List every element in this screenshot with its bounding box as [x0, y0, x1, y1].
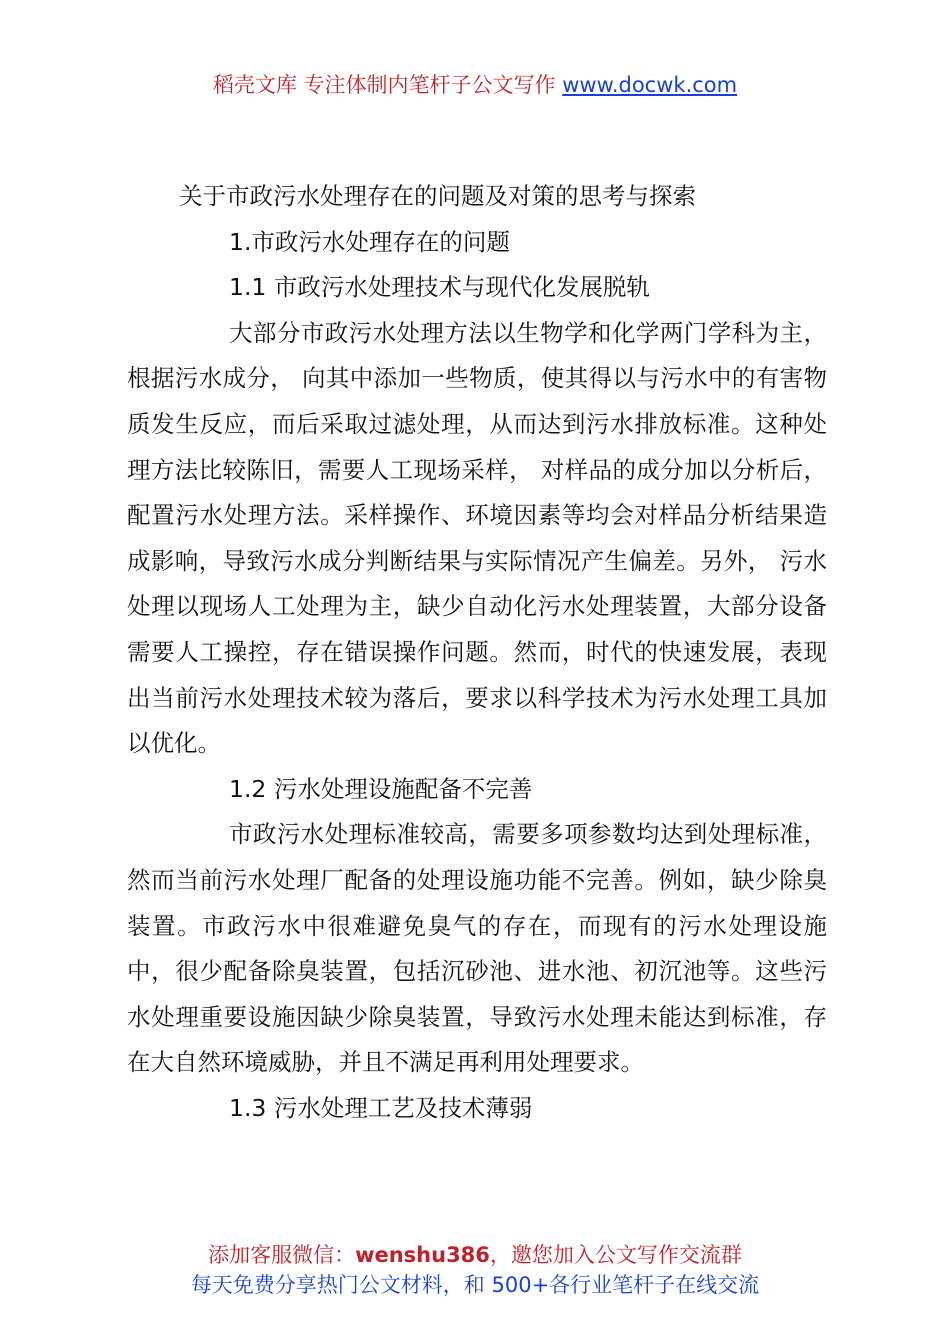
- page-header: [0, 70, 950, 100]
- footer-wechat-id: wenshu386: [355, 1243, 490, 1267]
- header-brand-text: 稻壳文库 专注体制内笔杆子公文写作: [212, 73, 563, 97]
- paragraph-1-2: 市政污水处理标准较高，需要多项参数均达到处理标准，然而当前污水处理厂配备的处理设施功能不完善。例如，缺少除臭装置。市政污水中很难避免臭气的存在，而现有的污水处理设施中，很少配备除臭装置，包括沉砂池、进水池、初沉池等。这些污水处理重要设施因缺少除臭装置，导致污水处理未能达到标准，存在大自然环境威胁，并且不满足再利用处理要求。: [127, 820, 827, 1077]
- footer-line-2: 每天免费分享热门公文材料，和 500+各行业笔杆子在线交流: [190, 1273, 760, 1297]
- footer-invite-text: ，邀您加入公文写作交流群: [489, 1243, 742, 1267]
- subsection-heading-1-2: 1.2 污水处理设施配备不完善: [229, 774, 533, 803]
- footer-line-1: [0, 1240, 950, 1270]
- document-body: [127, 174, 827, 1131]
- subsection-heading-1-3: 1.3 污水处理工艺及技术薄弱: [229, 1093, 533, 1122]
- header-website-link[interactable]: www.docwk.com: [562, 73, 738, 97]
- paragraph-1-1: 大部分市政污水处理方法以生物学和化学两门学科为主，根据污水成分， 向其中添加一些物质，使其得以与污水中的有害物质发生反应，而后采取过滤处理，从而达到污水排放标准。这种处理方法比较陈旧，需要人工现场采样， 对样品的成分加以分析后，配置污水处理方法。采样操作、环境因素等均会对样品分析结果造成影响，导致污水成分判断结果与实际情况产生偏差。另外， 污水处理以现场人工处理为主，缺少自动化污水处理装置，大部分设备需要人工操控，存在错误操作问题。然而，时代的快速发展，表现出当前污水处理技术较为落后，要求以科学技术为污水处理工具加以优化。: [127, 318, 827, 758]
- section-heading-1: 1.市政污水处理存在的问题: [229, 227, 510, 256]
- document-title: 关于市政污水处理存在的问题及对策的思考与探索: [179, 182, 696, 210]
- page-footer: [0, 1240, 950, 1300]
- footer-wechat-label: 添加客服微信：: [208, 1243, 356, 1267]
- subsection-heading-1-1: 1.1 市政污水处理技术与现代化发展脱轨: [229, 273, 650, 302]
